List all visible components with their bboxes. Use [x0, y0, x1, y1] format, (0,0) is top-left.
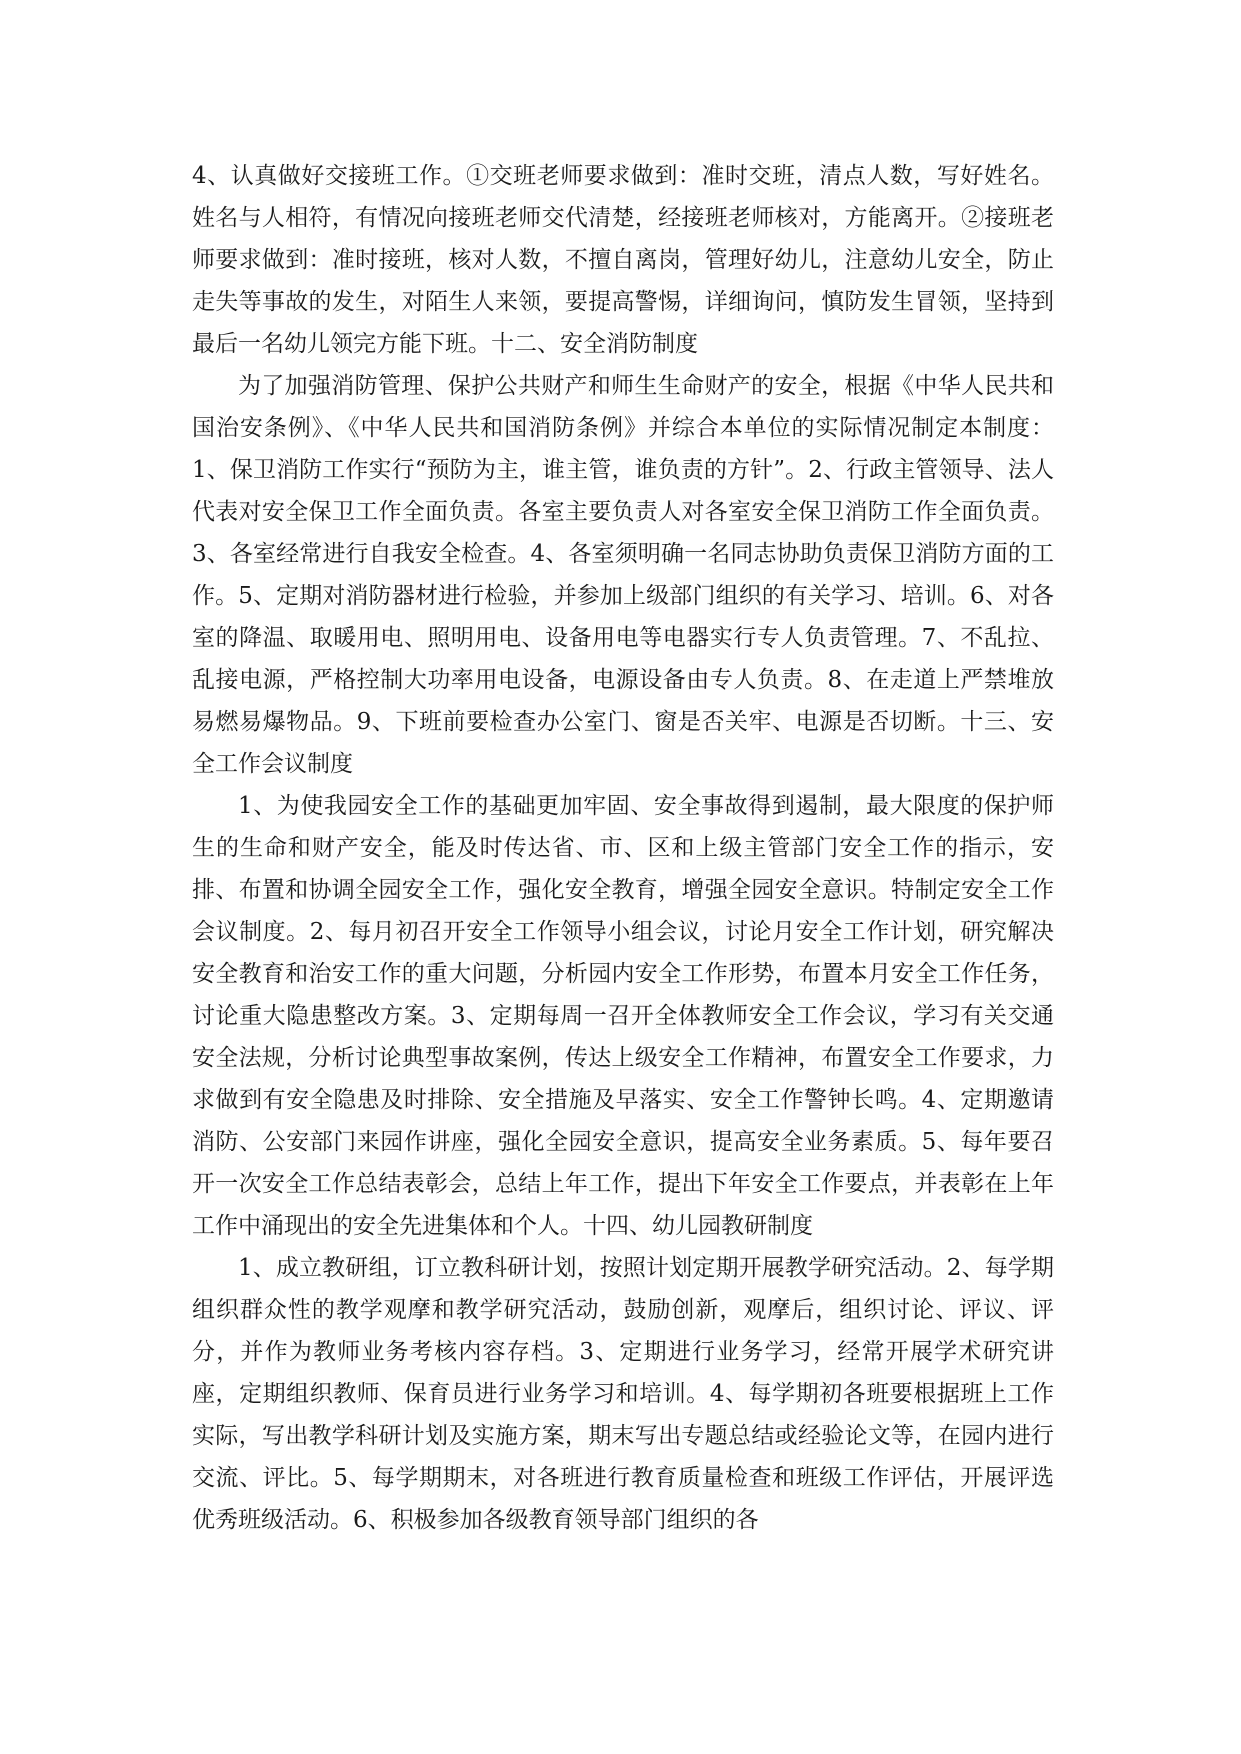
paragraph-handover: 4、认真做好交接班工作。①交班老师要求做到：准时交班，清点人数，写好姓名。姓名与人相符，有情况向接班老师交代清楚，经接班老师核对，方能离开。②接班老师要求做到：准时接班，核对人数，不擅自离岗，管理好幼儿，注意幼儿安全，防止走失等事故的发生，对陌生人来领，要提高警惕，详细询问，慎防发生冒领，坚持到最后一名幼儿领完方能下班。十二、安全消防制度 [192, 163, 1054, 357]
paragraph-fire-safety: 为了加强消防管理、保护公共财产和师生生命财产的安全，根据《中华人民共和国治安条例》、《中华人民共和国消防条例》并综合本单位的实际情况制定本制度：1、保卫消防工作实行“预防为主，谁主管，谁负责的方针”。2、行政主管领导、法人代表对安全保卫工作全面负责。各室主要负责人对各室安全保卫消防工作全面负责。3、各室经常进行自我安全检查。4、各室须明确一名同志协助负责保卫消防方面的工作。5、定期对消防器材进行检验，并参加上级部门组织的有关学习、培训。6、对各室的降温、取暖用电、照明用电、设备用电等电器实行专人负责管理。7、不乱拉、乱接电源，严格控制大功率用电设备，电源设备由专人负责。8、在走道上严禁堆放易燃易爆物品。9、下班前要检查办公室门、窗是否关牢、电源是否切断。十三、安全工作会议制度 [192, 373, 1054, 777]
document-page [192, 155, 1054, 1541]
paragraph-teaching-research: 1、成立教研组，订立教科研计划，按照计划定期开展教学研究活动。2、每学期组织群众性的教学观摩和教学研究活动，鼓励创新，观摩后，组织讨论、评议、评分，并作为教师业务考核内容存档。3、定期进行业务学习，经常开展学术研究讲座，定期组织教师、保育员进行业务学习和培训。4、每学期初各班要根据班上工作实际，写出教学科研计划及实施方案，期末写出专题总结或经验论文等，在园内进行交流、评比。5、每学期期末，对各班进行教育质量检查和班级工作评估，开展评选优秀班级活动。6、积极参加各级教育领导部门组织的各 [192, 1255, 1054, 1533]
paragraph-safety-meeting: 1、为使我园安全工作的基础更加牢固、安全事故得到遏制，最大限度的保护师生的生命和财产安全，能及时传达省、市、区和上级主管部门安全工作的指示，安排、布置和协调全园安全工作，强化安全教育，增强全园安全意识。特制定安全工作会议制度。2、每月初召开安全工作领导小组会议，讨论月安全工作计划，研究解决安全教育和治安工作的重大问题，分析园内安全工作形势，布置本月安全工作任务，讨论重大隐患整改方案。3、定期每周一召开全体教师安全工作会议，学习有关交通安全法规，分析讨论典型事故案例，传达上级安全工作精神，布置安全工作要求，力求做到有安全隐患及时排除、安全措施及早落实、安全工作警钟长鸣。4、定期邀请消防、公安部门来园作讲座，强化全园安全意识，提高安全业务素质。5、每年要召开一次安全工作总结表彰会，总结上年工作，提出下年安全工作要点，并表彰在上年工作中涌现出的安全先进集体和个人。十四、幼儿园教研制度 [192, 793, 1054, 1239]
